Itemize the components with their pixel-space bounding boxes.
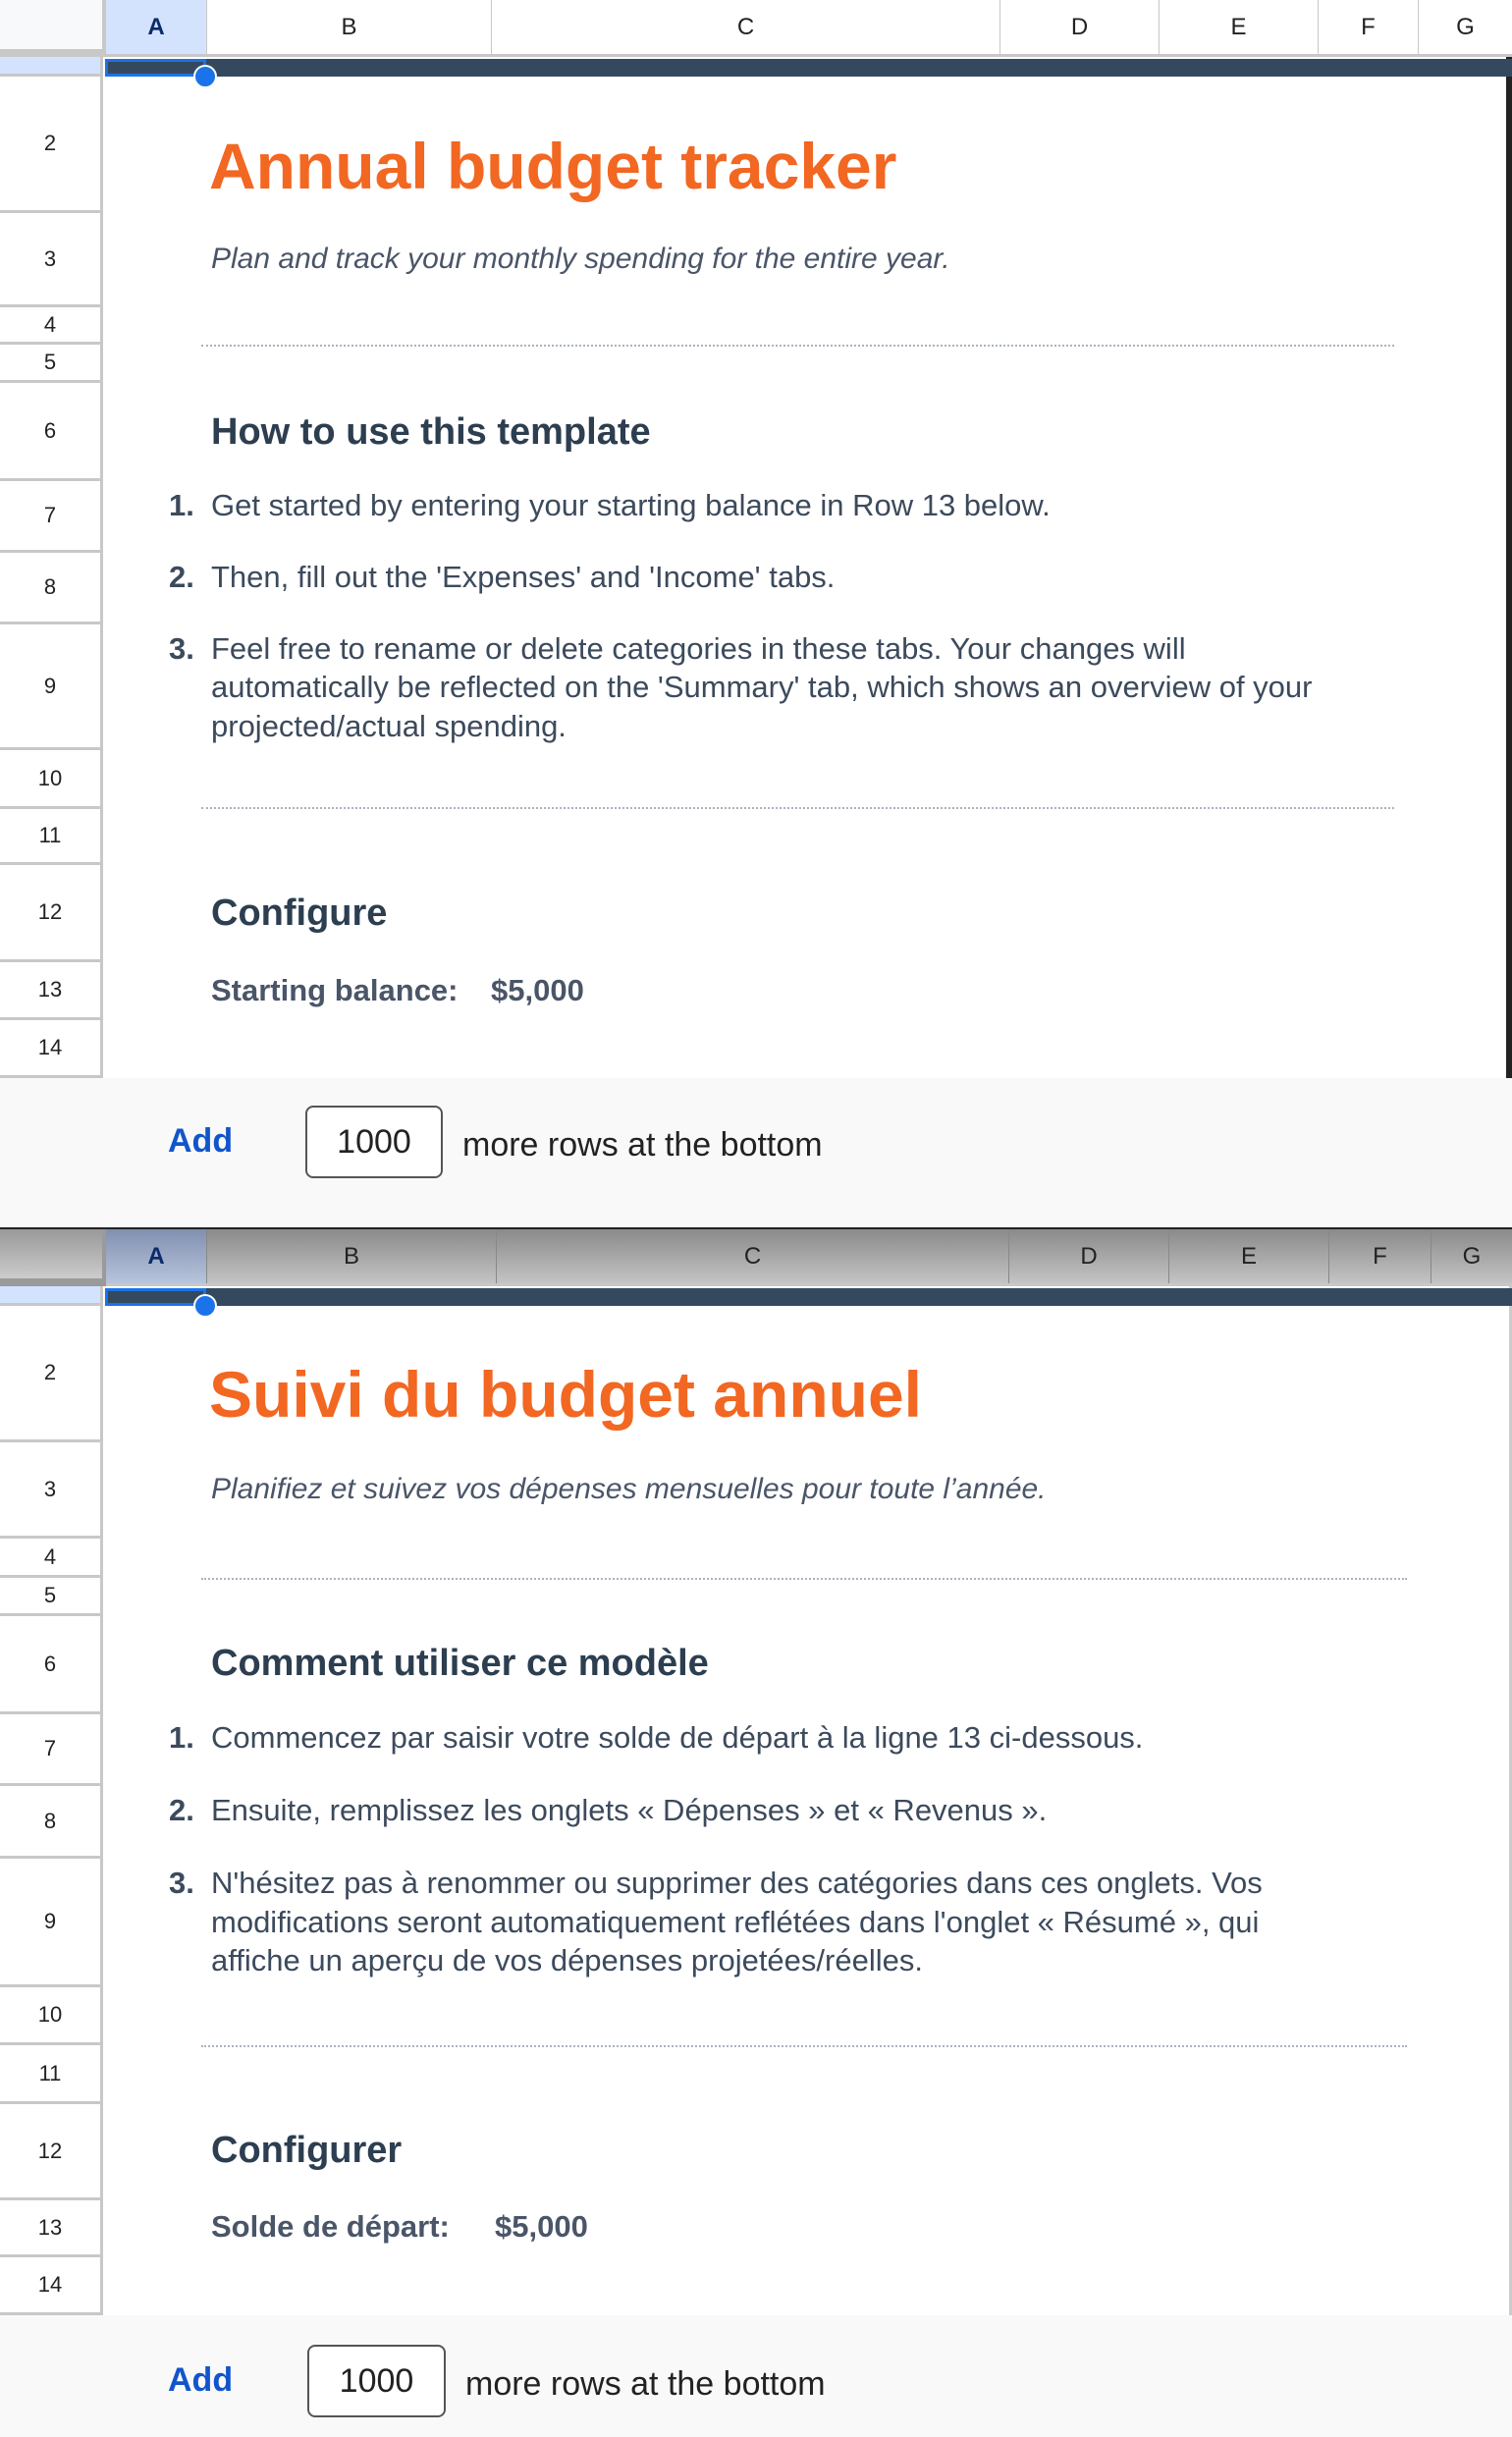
howto-heading: How to use this template [211, 411, 651, 453]
row-header-1[interactable] [0, 57, 103, 77]
column-header-g[interactable]: G [1431, 1229, 1512, 1283]
row-header-2[interactable]: 2 [0, 77, 103, 213]
row-header-8[interactable]: 8 [0, 1786, 103, 1859]
step-text: Commencez par saisir votre solde de départ à la ligne 13 ci-dessous. [211, 1720, 1144, 1755]
add-rows-footer [0, 2315, 1512, 2437]
column-header-d[interactable]: D [1008, 1229, 1168, 1283]
selection-drag-handle[interactable] [193, 65, 217, 88]
row-header-7[interactable]: 7 [0, 1714, 103, 1786]
column-header-f[interactable]: F [1328, 1229, 1431, 1283]
row-header-10[interactable]: 10 [0, 1987, 103, 2045]
step-text: Then, fill out the 'Expenses' and 'Income' tabs. [211, 560, 836, 594]
row-header-4[interactable]: 4 [0, 1539, 103, 1578]
row-header-3[interactable]: 3 [0, 213, 103, 307]
page-title: Annual budget tracker [209, 130, 897, 202]
more-rows-label: more rows at the bottom [462, 1126, 823, 1164]
step-number: 3. [169, 1866, 194, 1900]
row-header-14[interactable]: 14 [0, 2257, 103, 2315]
row-1-header-bar[interactable] [105, 59, 1512, 77]
divider [201, 345, 1394, 347]
add-rows-button[interactable]: Add [168, 1122, 234, 1160]
selected-cell-a1[interactable] [105, 59, 206, 77]
more-rows-label: more rows at the bottom [465, 2365, 826, 2403]
column-header-bar [0, 1229, 1512, 1286]
column-header-a[interactable]: A [105, 1229, 206, 1283]
column-header-d[interactable]: D [999, 0, 1159, 54]
row-header-13[interactable]: 13 [0, 2200, 103, 2257]
row-header-9[interactable]: 9 [0, 1859, 103, 1987]
page-subtitle: Planifiez et suivez vos dépenses mensuelles pour toute l’année. [211, 1473, 1047, 1505]
step-text: Ensuite, remplissez les onglets « Dépenses » et « Revenus ». [211, 1793, 1048, 1827]
selected-cell-a1[interactable] [105, 1288, 206, 1306]
add-rows-button[interactable]: Add [168, 2361, 234, 2399]
row-header-5[interactable]: 5 [0, 1578, 103, 1616]
page-title: Suivi du budget annuel [209, 1358, 922, 1431]
row-header-14[interactable]: 14 [0, 1020, 103, 1078]
column-header-b[interactable]: B [206, 1229, 496, 1283]
select-all-corner[interactable] [0, 1229, 106, 1286]
row-header-9[interactable]: 9 [0, 624, 103, 750]
column-header-c[interactable]: C [496, 1229, 1008, 1283]
row-header-11[interactable]: 11 [0, 2045, 103, 2104]
row-1-header-bar[interactable] [105, 1288, 1512, 1306]
row-header-6[interactable]: 6 [0, 383, 103, 481]
divider [201, 807, 1394, 809]
spreadsheet-panel-french [0, 1227, 1512, 2437]
divider [201, 2045, 1407, 2047]
row-header-12[interactable]: 12 [0, 2104, 103, 2200]
step-text: Feel free to rename or delete categories in these tabs. Your changes will [211, 631, 1186, 666]
step-text: modifications seront automatiquement reflétées dans l'onglet « Résumé », qui [211, 1905, 1260, 1939]
row-header-8[interactable]: 8 [0, 553, 103, 624]
step-number: 1. [169, 1720, 194, 1755]
row-header-12[interactable]: 12 [0, 865, 103, 962]
column-header-b[interactable]: B [206, 0, 491, 54]
row-header-4[interactable]: 4 [0, 307, 103, 345]
row-header-7[interactable]: 7 [0, 481, 103, 553]
row-header-13[interactable]: 13 [0, 962, 103, 1020]
step-text: affiche un aperçu de vos dépenses projetées/réelles. [211, 1943, 923, 1977]
column-header-c[interactable]: C [491, 0, 999, 54]
step-number: 3. [169, 631, 194, 666]
column-header-g[interactable]: G [1418, 0, 1512, 54]
step-text: N'hésitez pas à renommer ou supprimer des catégories dans ces onglets. Vos [211, 1866, 1263, 1900]
row-header-2[interactable]: 2 [0, 1306, 103, 1442]
divider [201, 1578, 1407, 1580]
row-header-1[interactable] [0, 1286, 103, 1306]
rows-count-input[interactable]: 1000 [305, 1106, 443, 1178]
starting-balance-label: Solde de départ: [211, 2209, 450, 2244]
row-header-11[interactable]: 11 [0, 809, 103, 865]
row-header-10[interactable]: 10 [0, 750, 103, 809]
starting-balance-value[interactable]: $5,000 [495, 2209, 588, 2244]
howto-heading: Comment utiliser ce modèle [211, 1643, 709, 1684]
step-text: Get started by entering your starting balance in Row 13 below. [211, 488, 1051, 522]
select-all-corner[interactable] [0, 0, 106, 57]
step-number: 2. [169, 1793, 194, 1827]
column-header-f[interactable]: F [1318, 0, 1418, 54]
row-header-5[interactable]: 5 [0, 345, 103, 383]
step-number: 1. [169, 488, 194, 522]
column-header-e[interactable]: E [1159, 0, 1318, 54]
selection-drag-handle[interactable] [193, 1294, 217, 1318]
row-header-3[interactable]: 3 [0, 1442, 103, 1539]
column-header-e[interactable]: E [1168, 1229, 1328, 1283]
step-text: automatically be reflected on the 'Summary' tab, which shows an overview of your [211, 670, 1313, 704]
step-number: 2. [169, 560, 194, 594]
add-rows-footer [0, 1078, 1512, 1227]
configure-heading: Configurer [211, 2130, 403, 2171]
column-header-bar [0, 0, 1512, 57]
rows-count-input[interactable]: 1000 [307, 2345, 446, 2417]
column-header-a[interactable]: A [105, 0, 206, 54]
step-text: projected/actual spending. [211, 709, 567, 743]
window-edge [1506, 0, 1512, 1227]
row-header-6[interactable]: 6 [0, 1616, 103, 1714]
starting-balance-value[interactable]: $5,000 [491, 973, 584, 1007]
starting-balance-label: Starting balance: [211, 973, 459, 1007]
configure-heading: Configure [211, 893, 388, 934]
page-subtitle: Plan and track your monthly spending for the entire year. [211, 243, 950, 275]
